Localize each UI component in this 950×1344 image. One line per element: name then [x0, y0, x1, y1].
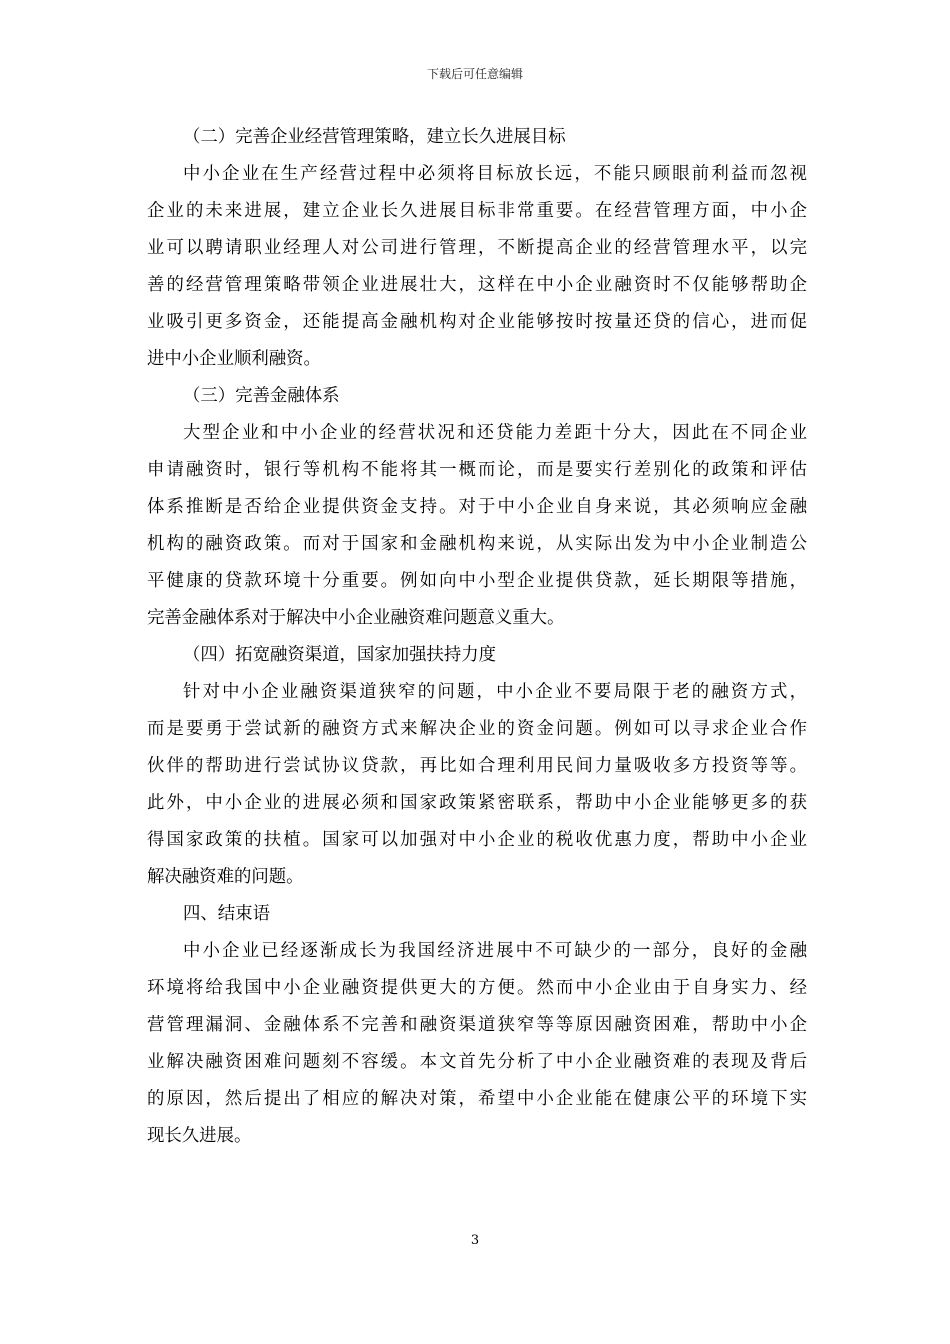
body-text-line: 业可以聘请职业经理人对公司进行管理，不断提高企业的经营管理水平，以完 [147, 238, 807, 258]
body-text-line: 完善金融体系对于解决中小企业融资难问题意义重大。 [147, 608, 565, 628]
body-text-line: 大型企业和中小企业的经营状况和还贷能力差距十分大，因此在不同企业 [183, 423, 807, 443]
body-text-line: 中小企业在生产经营过程中必须将目标放长远，不能只顾眼前利益而忽视 [183, 164, 807, 184]
body-text-line: 解决融资难的问题。 [147, 867, 304, 887]
body-text-line: 中小企业已经逐渐成长为我国经济进展中不可缺少的一部分，良好的金融 [183, 941, 807, 961]
section-heading: 四、结束语 [183, 904, 270, 924]
body-text-line: 得国家政策的扶植。国家可以加强对中小企业的税收优惠力度，帮助中小企业 [147, 830, 807, 850]
section-heading: （三）完善金融体系 [183, 386, 340, 406]
page-number: 3 [470, 1233, 480, 1248]
body-text-line: 业解决融资困难问题刻不容缓。本文首先分析了中小企业融资难的表现及背后 [147, 1052, 807, 1072]
body-text-line: 平健康的贷款环境十分重要。例如向中小型企业提供贷款，延长期限等措施， [147, 571, 807, 591]
body-text-line: 伙伴的帮助进行尝试协议贷款，再比如合理利用民间力量吸收多方投资等等。 [147, 756, 807, 776]
body-text-line: 环境将给我国中小企业融资提供更大的方便。然而中小企业由于自身实力、经 [147, 978, 807, 998]
section-heading: （二）完善企业经营管理策略，建立长久进展目标 [183, 127, 566, 147]
body-text-line: 进中小企业顺利融资。 [147, 349, 321, 369]
body-text-line: 现长久进展。 [147, 1126, 252, 1146]
document-body [147, 119, 807, 1155]
body-text-line: 的原因，然后提出了相应的解决对策，希望中小企业能在健康公平的环境下实 [147, 1089, 807, 1109]
section-heading: （四）拓宽融资渠道，国家加强扶持力度 [183, 645, 497, 665]
body-text-line: 机构的融资政策。而对于国家和金融机构来说，从实际出发为中小企业制造公 [147, 534, 807, 554]
body-text-line: 体系推断是否给企业提供资金支持。对于中小企业自身来说，其必须响应金融 [147, 497, 807, 517]
body-text-line: 申请融资时，银行等机构不能将其一概而论，而是要实行差别化的政策和评估 [147, 460, 807, 480]
body-text-line: 针对中小企业融资渠道狭窄的问题，中小企业不要局限于老的融资方式， [183, 682, 807, 702]
body-text-line: 善的经营管理策略带领企业进展壮大，这样在中小企业融资时不仅能够帮助企 [147, 275, 807, 295]
page-header: 下载后可任意编辑 [426, 67, 523, 81]
body-text-line: 此外，中小企业的进展必须和国家政策紧密联系，帮助中小企业能够更多的获 [147, 793, 807, 813]
body-text-line: 业吸引更多资金，还能提高金融机构对企业能够按时按量还贷的信心，进而促 [147, 312, 807, 332]
body-text-line: 企业的未来进展，建立企业长久进展目标非常重要。在经营管理方面，中小企 [147, 201, 807, 221]
body-text-line: 营管理漏洞、金融体系不完善和融资渠道狭窄等等原因融资困难，帮助中小企 [147, 1015, 807, 1035]
body-text-line: 而是要勇于尝试新的融资方式来解决企业的资金问题。例如可以寻求企业合作 [147, 719, 807, 739]
